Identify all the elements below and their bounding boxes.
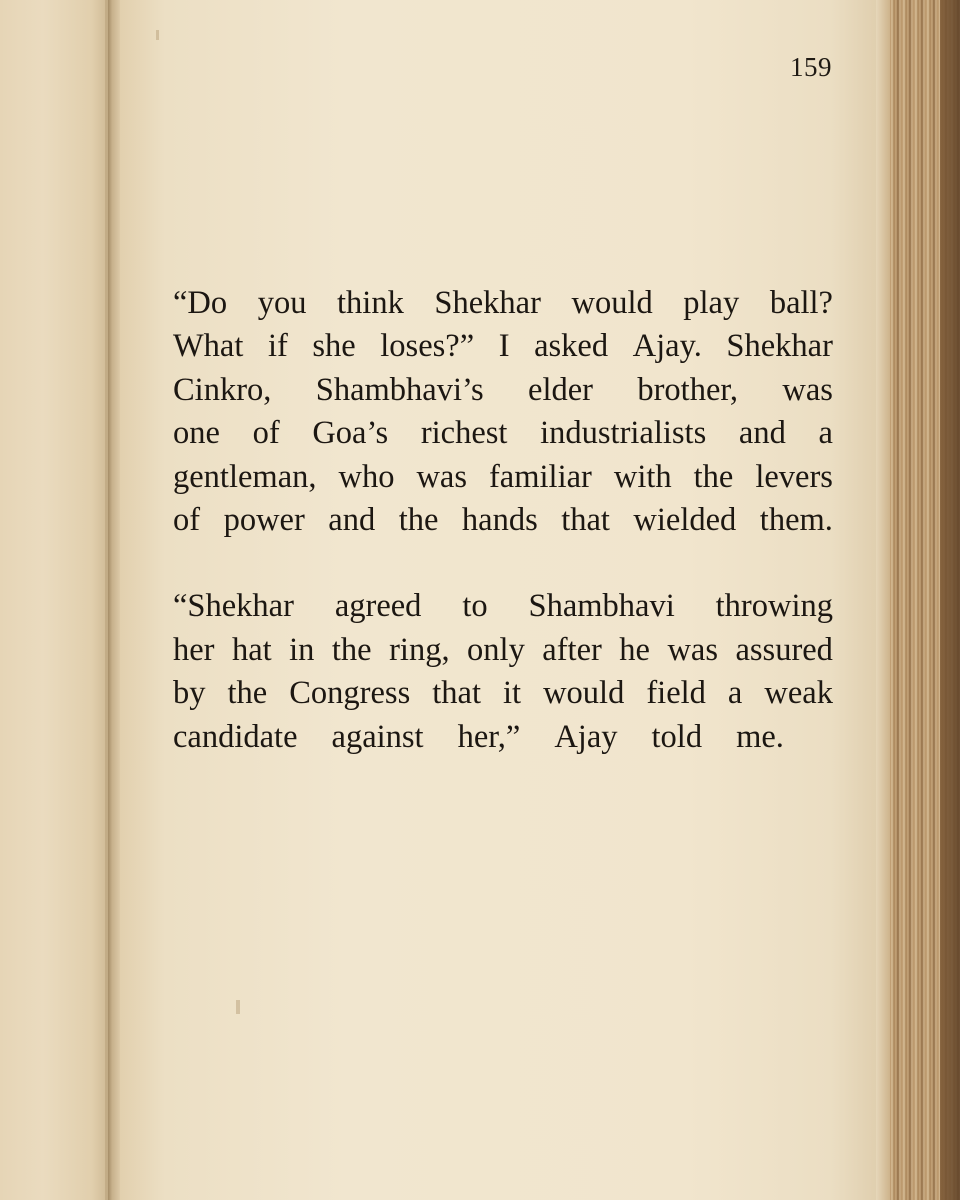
- word: me.: [736, 718, 784, 755]
- word: ring,: [389, 631, 450, 668]
- text-line: [173, 369, 833, 412]
- paragraph-gap: [173, 542, 833, 585]
- word: against: [331, 718, 424, 755]
- word: ball?: [769, 285, 833, 321]
- word: Shekhar: [726, 328, 833, 365]
- word: the: [331, 631, 372, 668]
- word: assured: [735, 631, 833, 668]
- word: was: [416, 458, 467, 495]
- word: in: [289, 631, 315, 668]
- text-line: [173, 585, 833, 628]
- word: a: [727, 675, 743, 712]
- word: the: [693, 458, 734, 495]
- paper-speck: [156, 30, 159, 40]
- text-line: [173, 629, 833, 672]
- word: you: [257, 285, 307, 321]
- word: and: [738, 415, 786, 452]
- word: think: [337, 285, 404, 321]
- word: would: [543, 675, 625, 712]
- word: candidate: [173, 718, 298, 755]
- text-line: [173, 716, 833, 759]
- word: a: [818, 415, 833, 452]
- book-gutter: [108, 0, 120, 1200]
- word: industrialists: [540, 415, 707, 452]
- word: asked: [534, 328, 609, 365]
- word: hat: [231, 631, 272, 668]
- word: one: [173, 415, 220, 452]
- text-line: [173, 325, 833, 368]
- word: weak: [764, 675, 833, 712]
- word: the: [398, 501, 439, 538]
- word: I: [498, 328, 510, 365]
- word: her,”: [457, 718, 521, 755]
- word: told: [651, 718, 703, 755]
- word: Ajay.: [632, 328, 702, 365]
- word: levers: [755, 458, 833, 495]
- text-line: [173, 499, 833, 542]
- word: her: [173, 631, 215, 668]
- word: she: [312, 328, 356, 365]
- word: gentleman,: [173, 458, 317, 495]
- word: and: [328, 501, 376, 538]
- word: hands: [461, 501, 538, 538]
- word: What: [173, 328, 244, 365]
- word: it: [503, 675, 522, 712]
- word: “Do: [173, 285, 228, 321]
- word: throwing: [715, 588, 833, 625]
- word: who: [338, 458, 395, 495]
- text-line: [173, 672, 833, 715]
- paragraph: [173, 282, 833, 542]
- word: elder: [528, 371, 593, 408]
- word: the: [227, 675, 268, 712]
- word: familiar: [488, 458, 592, 495]
- word: them.: [759, 501, 833, 538]
- word: Goa’s: [312, 415, 389, 452]
- word: loses?”: [380, 328, 475, 365]
- word: Congress: [289, 675, 411, 712]
- word: power: [223, 501, 305, 538]
- word: “Shekhar: [173, 588, 294, 625]
- page-edges: [876, 0, 960, 1200]
- word: that: [561, 501, 610, 538]
- word: was: [667, 631, 718, 668]
- word: he: [619, 631, 650, 668]
- word: Shekhar: [434, 285, 541, 321]
- word: agreed: [334, 588, 422, 625]
- word: of: [252, 415, 280, 452]
- word: to: [462, 588, 488, 625]
- word: brother,: [637, 371, 739, 408]
- left-page-edge: [0, 0, 108, 1200]
- word: Cinkro,: [173, 371, 272, 408]
- text-line: [173, 412, 833, 455]
- word: after: [542, 631, 602, 668]
- word: that: [432, 675, 481, 712]
- body-text: [173, 282, 833, 759]
- word: Shambhavi: [528, 588, 675, 625]
- word: wielded: [633, 501, 737, 538]
- paragraph: [173, 585, 833, 759]
- page-number: 159: [790, 52, 832, 82]
- text-line: [173, 456, 833, 499]
- text-line: [173, 282, 833, 325]
- word: field: [646, 675, 706, 712]
- word: only: [467, 631, 525, 668]
- word: with: [613, 458, 672, 495]
- word: Ajay: [554, 718, 618, 755]
- word: by: [173, 675, 206, 712]
- word: of: [173, 501, 201, 538]
- word: would: [571, 285, 653, 321]
- word: play: [683, 285, 740, 321]
- word: if: [267, 328, 288, 365]
- word: was: [782, 371, 833, 408]
- word: richest: [420, 415, 508, 452]
- paper-speck: [236, 1000, 240, 1014]
- word: Shambhavi’s: [315, 371, 484, 408]
